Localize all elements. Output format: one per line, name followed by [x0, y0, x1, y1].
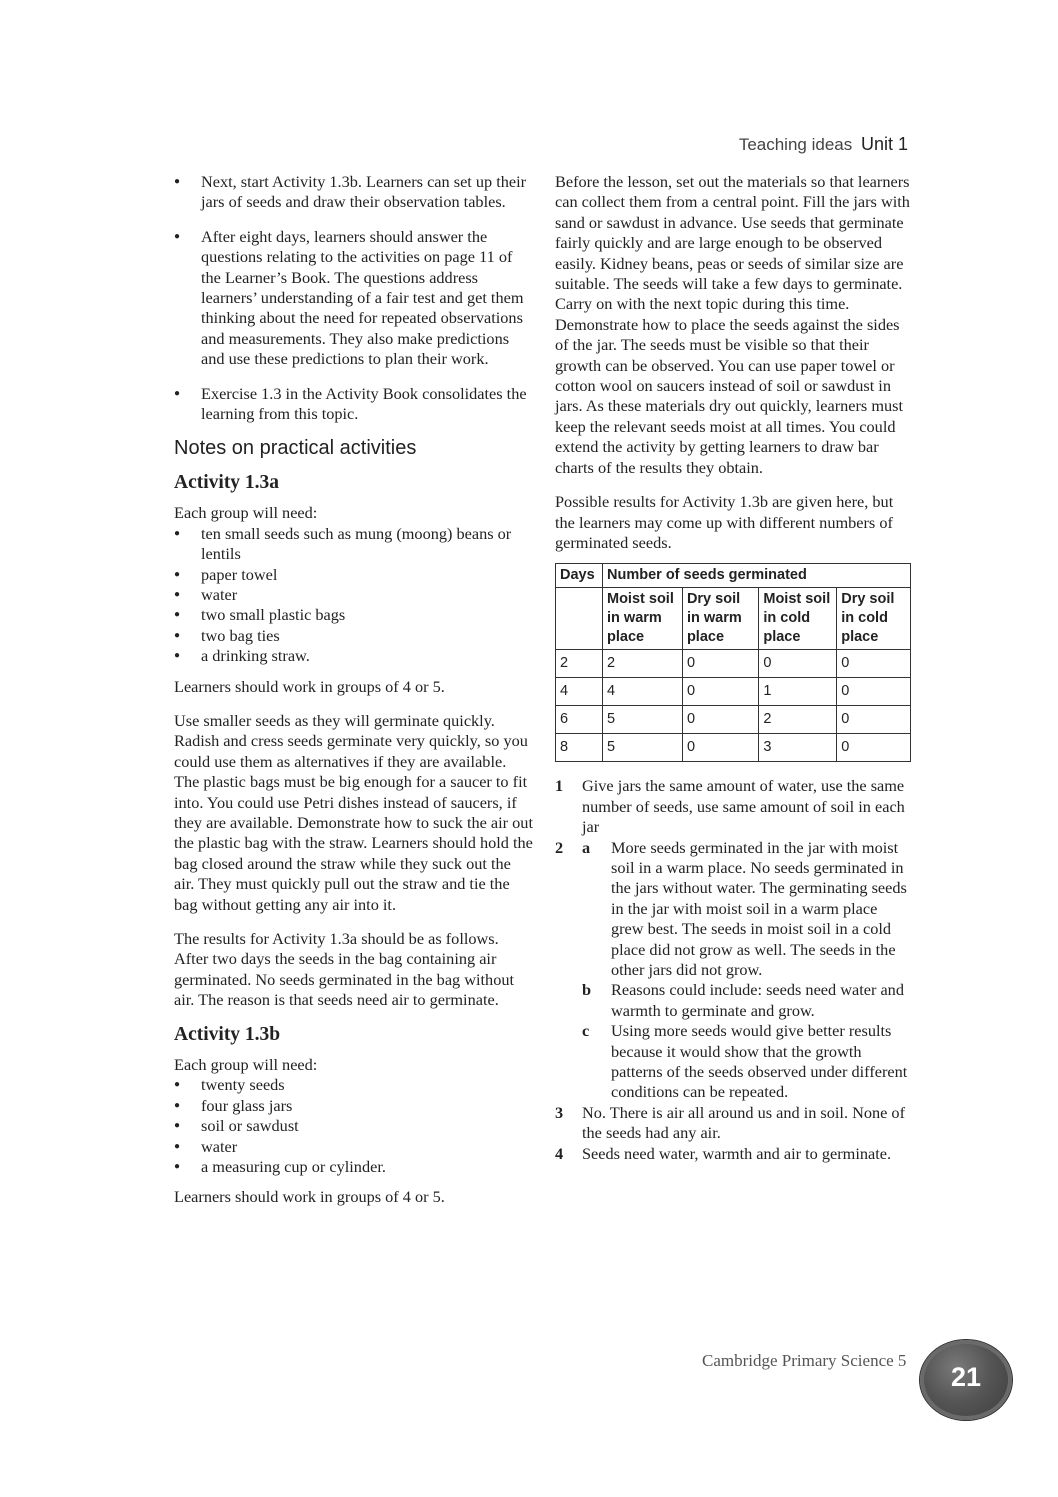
list-item: ● a drinking straw.: [174, 646, 534, 666]
sub-answer-letter: c: [582, 1021, 590, 1041]
list-item: ● ten small seeds such as mung (moong) beans or lentils: [174, 524, 534, 565]
sub-answer-text: More seeds germinated in the jar with moist soil in a warm place. No seeds germinated in the jars without water. The germinating seeds in the jar with moist soil in a warm place grew best. The seeds in moist soil in a cold place did not grow as well. The seeds in the other jars did not grow.: [611, 837, 907, 979]
table-cell: 0: [837, 734, 911, 762]
table-cell: 4: [603, 678, 683, 706]
table-subheader-row: [556, 588, 911, 650]
before-lesson-paragraph: Before the lesson, set out the materials so that learners can collect them from a central point. Fill the jars with sand or sawdust in advance. Use seeds that germinate fairly quickly and are large enough to be observed easily. Kidney beans, peas or seeds of similar size are suitable. The seeds will take a few days to germinate. Carry on with the next topic during this time. Demonstrate how to place the seeds against the sides of the jar. The seeds must be visible so that their growth can be observed. You can use paper towel or cotton wool on saucers instead of soil or sawdust in jars. As these materials dry out quickly, learners must keep the relevant seeds moist at all times. You could extend the activity by getting learners to draw bar charts of the results they obtain.: [555, 172, 910, 477]
list-item: ● soil or sawdust: [174, 1116, 534, 1136]
list-item: ● water: [174, 585, 534, 605]
answer-number: 2: [555, 837, 564, 857]
answer-number: 1: [555, 776, 564, 796]
sub-answer-text: Reasons could include: seeds need water and warmth to germinate and grow.: [611, 980, 904, 1020]
running-header: [739, 134, 908, 155]
condition-header: Dry soil in warm place: [682, 588, 758, 650]
page-number-badge: [920, 1340, 1012, 1420]
condition-header: Dry soil in cold place: [837, 588, 911, 650]
condition-header: Moist soil in warm place: [603, 588, 683, 650]
condition-header: Moist soil in cold place: [759, 588, 837, 650]
answers-list: [555, 776, 911, 1164]
intro-bullet-list: [174, 172, 534, 424]
answer-text: Give jars the same amount of water, use the same number of seeds, use same amount of soil in each jar: [582, 776, 905, 837]
table-row: [556, 734, 911, 762]
sub-answer-letter: a: [582, 837, 591, 857]
group-header: Number of seeds germinated: [603, 564, 911, 588]
list-item: ● water: [174, 1137, 534, 1157]
answer-item: [555, 1144, 911, 1164]
unit-label: Unit 1: [860, 134, 908, 154]
section-label: Teaching ideas: [738, 135, 853, 154]
table-cell: 0: [759, 650, 837, 678]
list-item: ● Next, start Activity 1.3b. Learners can set up their jars of seeds and draw their observation tables.: [174, 172, 534, 213]
table-cell: 0: [682, 706, 758, 734]
activity-a-groups-note: Learners should work in groups of 4 or 5.: [174, 676, 445, 696]
book-title-footer: Cambridge Primary Science 5: [702, 1351, 907, 1370]
list-item: ● two bag ties: [174, 626, 534, 646]
answer-item: [555, 1103, 911, 1144]
page-number: 21: [950, 1362, 982, 1392]
table-row: [556, 650, 911, 678]
activity-b-needs-label: Each group will need:: [174, 1055, 318, 1075]
days-header: Days: [556, 564, 603, 588]
notes-heading: Notes on practical activities: [174, 437, 417, 460]
table-cell: 5: [603, 734, 683, 762]
sub-answer-item: [582, 980, 911, 1021]
list-item: ● twenty seeds: [174, 1075, 534, 1095]
list-item: ● four glass jars: [174, 1096, 534, 1116]
sub-answer-letter: b: [582, 980, 592, 1000]
activity-a-needs-list: [174, 524, 534, 667]
answer-number: 4: [555, 1143, 564, 1163]
table-row: [556, 706, 911, 734]
table-cell: 0: [837, 678, 911, 706]
table-cell: 2: [556, 650, 603, 678]
results-table: [555, 563, 911, 762]
table-cell: 0: [682, 734, 758, 762]
table-cell: 8: [556, 734, 603, 762]
possible-results-paragraph: Possible results for Activity 1.3b are given here, but the learners may come up with different numbers of germinated seeds.: [555, 492, 894, 552]
list-item: ● a measuring cup or cylinder.: [174, 1157, 534, 1177]
list-item: ● Exercise 1.3 in the Activity Book consolidates the learning from this topic.: [174, 384, 534, 425]
list-item: ● paper towel: [174, 565, 534, 585]
answer-text: Seeds need water, warmth and air to germinate.: [582, 1143, 892, 1163]
sub-answers-list: [582, 838, 911, 1103]
activity-a-needs-label: Each group will need:: [174, 503, 318, 523]
table-cell: 0: [837, 650, 911, 678]
activity-b-groups-note: Learners should work in groups of 4 or 5.: [174, 1187, 445, 1207]
answer-text: No. There is air all around us and in soil. None of the seeds had any air.: [582, 1102, 905, 1143]
table-cell: 0: [682, 678, 758, 706]
sub-answer-item: [582, 838, 911, 981]
sub-answer-item: [582, 1021, 911, 1103]
table-cell: 2: [759, 706, 837, 734]
list-item: ● two small plastic bags: [174, 605, 534, 625]
table-cell: 0: [682, 650, 758, 678]
table-cell: 0: [837, 706, 911, 734]
activity-a-results: The results for Activity 1.3a should be as follows. After two days the seeds in the bag containing air germinated. No seeds germinated in the bag without air. The reason is that seeds need air to germinate.: [174, 929, 515, 1010]
table-cell: 4: [556, 678, 603, 706]
activity-a-guidance: Use smaller seeds as they will germinate quickly. Radish and cress seeds germinate very quickly, so you could use them as alternatives if they are available. The plastic bags must be big enough for a saucer to fit into. You could use Petri dishes instead of saucers, if they are available. Demonstrate how to suck the air out the plastic bag with the straw. Learners should hold the bag closed around the straw while they suck out the air. They must quickly pull out the straw and tie the bag without getting any air into it.: [174, 710, 533, 914]
table-cell: 6: [556, 706, 603, 734]
table-cell: 5: [603, 706, 683, 734]
table-cell: 1: [759, 678, 837, 706]
empty-cell: [556, 588, 603, 650]
answer-number: 3: [555, 1102, 564, 1122]
activity-a-heading: Activity 1.3a: [174, 471, 280, 493]
table-header-row: [556, 564, 911, 588]
left-column: [174, 172, 534, 1222]
table-cell: 3: [759, 734, 837, 762]
sub-answer-text: Using more seeds would give better results because it would show that the growth patterns of the seeds observed under different conditions can be repeated.: [611, 1021, 908, 1102]
table-cell: 2: [603, 650, 683, 678]
activity-b-needs-list: [174, 1075, 534, 1177]
activity-b-heading: Activity 1.3b: [174, 1023, 281, 1045]
right-column: [555, 172, 911, 1164]
answer-item: [555, 838, 911, 1103]
answer-item: [555, 776, 911, 837]
list-item: ● After eight days, learners should answer the questions relating to the activities on page 11 of the Learner’s Book. The questions address learners’ understanding of a fair test and get them thinking about the need for repeated observations and measurements. They also make predictions and use these predictions to plan their work.: [174, 227, 534, 370]
table-row: [556, 678, 911, 706]
